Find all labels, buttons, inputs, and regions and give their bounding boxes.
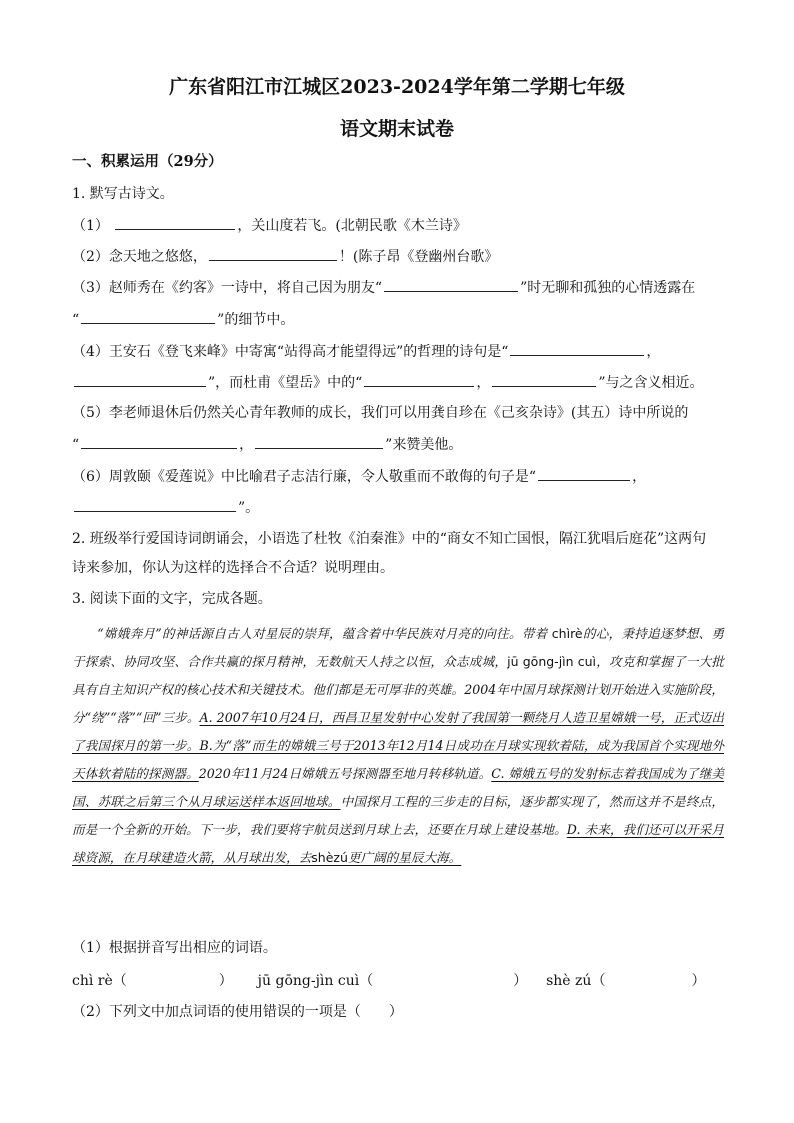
comma: ， xyxy=(476,375,491,391)
q3-sub-1: （1）根据拼音写出相应的词语。 xyxy=(72,940,277,956)
passage-option-a: A. 2007年10月24日，西昌卫星发射中心发射了我国第一颗绕月人造卫星嫦娥一号，正式迈出了我国探月的第一步。 xyxy=(72,710,724,753)
q1-item-6 xyxy=(72,466,728,487)
open-quote: “ xyxy=(72,312,80,328)
passage-option-d: D. 未来，我们还可以开采月球资源，在月球建造火箭，从月球出发，去 xyxy=(72,822,725,865)
q1-item-3-text: （3）赵师秀在《约客》一诗中，将自己因为朋友“ xyxy=(72,280,383,296)
q1-stem: 1. 默写古诗文。 xyxy=(72,186,174,202)
passage-text: 中国探月工程的三步走的目标，逐步都实现了，然而这并不是终点，而是一个全新的开始。下一步，我们要将宇航员送到月球上去，还要在月球上建设基地。 xyxy=(72,794,725,837)
comma: ， xyxy=(239,437,254,453)
pinyin-label-shezu: shè zú（ xyxy=(546,973,606,989)
close-paren: ） xyxy=(691,973,706,989)
q1-item-4 xyxy=(72,341,728,362)
answer-blank[interactable] xyxy=(74,497,236,512)
q1-item-2-source: ！(陈子昂《登幽州台歌》 xyxy=(338,249,499,265)
comma: ， xyxy=(646,344,661,360)
answer-blank[interactable] xyxy=(384,277,518,292)
close-paren: ） xyxy=(218,973,233,989)
passage-option-d-end: 更广阔的星辰大海。 xyxy=(347,850,462,865)
q1-item-4-cont xyxy=(72,372,728,393)
pinyin-label-chire: chì rè（ xyxy=(72,973,127,989)
q1-item-1 xyxy=(72,215,728,236)
q3-sub-2: （2）下列文中加点词语的使用错误的一项是（ ） xyxy=(72,1004,403,1020)
answer-blank[interactable] xyxy=(81,434,237,449)
q1-item-4-text-2: ”，而杜甫《望岳》中的“ xyxy=(208,375,363,391)
q1-item-3-text-2: ”时无聊和孤独的心情透露在 xyxy=(520,280,696,296)
q1-item-5-cont xyxy=(72,434,728,455)
q1-item-3-text-3: ”的细节中。 xyxy=(217,312,295,328)
passage-text: 2020年11月24日嫦娥五号探测器至地月转移轨道。 xyxy=(198,766,492,781)
passage-option-b: B.为“落”而生的嫦娥三号于2013年12月14日成功在月球实现软着陆，成为我国首个实现地外天体软着陆的探测器。 xyxy=(72,738,724,781)
q2-line-2: 诗来参加，你认为这样的选择合不合适？说明理由。 xyxy=(72,560,394,576)
passage-text: “嫦娥奔月”的神话源自古人对星辰的崇拜，蕴含着中华民族对月亮的向往。带着 xyxy=(97,626,548,641)
reading-passage xyxy=(72,620,724,872)
q1-item-6-text: （6）周敦颐《爱莲说》中比喻君子志洁行廉，令人敬重而不敢侮的句子是“ xyxy=(72,469,537,485)
pinyin-label-jugongjincui: jū gōng-jìn cuì（ xyxy=(257,973,374,989)
comma: ， xyxy=(632,469,647,485)
pinyin-shezu: shèzú xyxy=(311,850,348,865)
q1-item-2-text: （2）念天地之悠悠， xyxy=(72,249,207,265)
q1-item-6-cont xyxy=(72,497,728,518)
answer-blank[interactable] xyxy=(510,341,644,356)
exam-title-line1: 广东省阳江市江城区2023-2024学年第二学期七年级 xyxy=(169,76,625,98)
close-paren: ） xyxy=(513,973,528,989)
passage-option-c: C. 嫦娥五号的发射标志着我国成为了继美国、苏联之后第三个从月球运送样本返回地球。 xyxy=(72,766,724,809)
pinyin-chire: chìrè xyxy=(551,626,583,641)
q1-item-6-text-2: ”。 xyxy=(238,500,260,516)
answer-blank[interactable] xyxy=(209,246,337,261)
answer-blank[interactable] xyxy=(492,372,596,387)
passage-text: 的心，秉持追逐梦想、勇于探索、协同攻坚、合作共赢的探月精神，无数航天人持之以恒，众志成城， xyxy=(72,626,724,669)
answer-blank[interactable] xyxy=(74,372,206,387)
q1-item-5: （5）李老师退休后仍然关心青年教师的成长，我们可以用龚自珍在《己亥杂诗》(其五）诗中所说的 xyxy=(72,405,689,421)
q1-item-3-cont xyxy=(72,309,728,330)
q1-item-3 xyxy=(72,277,728,298)
q3-sub-1-answers xyxy=(72,971,728,991)
q3-stem: 3. 阅读下面的文字，完成各题。 xyxy=(72,591,272,607)
q1-item-1-number: （1） xyxy=(72,218,109,234)
exam-title-line2: 语文期末试卷 xyxy=(339,118,454,140)
section-heading-1: 一、积累运用（29分） xyxy=(72,153,223,170)
q1-item-1-text: ，关山度若飞。(北朝民歌《木兰诗》 xyxy=(237,218,467,234)
q1-item-2 xyxy=(72,246,728,267)
pinyin-jugongjincui: jū gōng-jìn cuì xyxy=(507,654,597,669)
open-quote: “ xyxy=(72,437,80,453)
q2-line-1: 2. 班级举行爱国诗词朗诵会，小语选了杜牧《泊秦淮》中的“商女不知亡国恨，隔江犹唱后庭花”这两句 xyxy=(72,531,707,547)
q1-item-5-text-2: ”来赞美他。 xyxy=(385,437,463,453)
answer-blank[interactable] xyxy=(81,309,215,324)
answer-blank[interactable] xyxy=(364,372,474,387)
answer-blank[interactable] xyxy=(115,215,235,230)
q1-item-4-text: （4）王安石《登飞来峰》中寄寓“站得高才能望得远”的哲理的诗句是“ xyxy=(72,344,509,360)
q1-item-4-text-3: ”与之含义相近。 xyxy=(598,375,704,391)
passage-text: ，攻克和掌握了一大批具有自主知识产权的核心技术和关键技术。他们都是无可厚非的英雄。2004年中国月球探测计划开始进入实施阶段，分“绕”“落”“回”三步。 xyxy=(72,654,725,725)
answer-blank[interactable] xyxy=(538,466,630,481)
answer-blank[interactable] xyxy=(255,434,383,449)
